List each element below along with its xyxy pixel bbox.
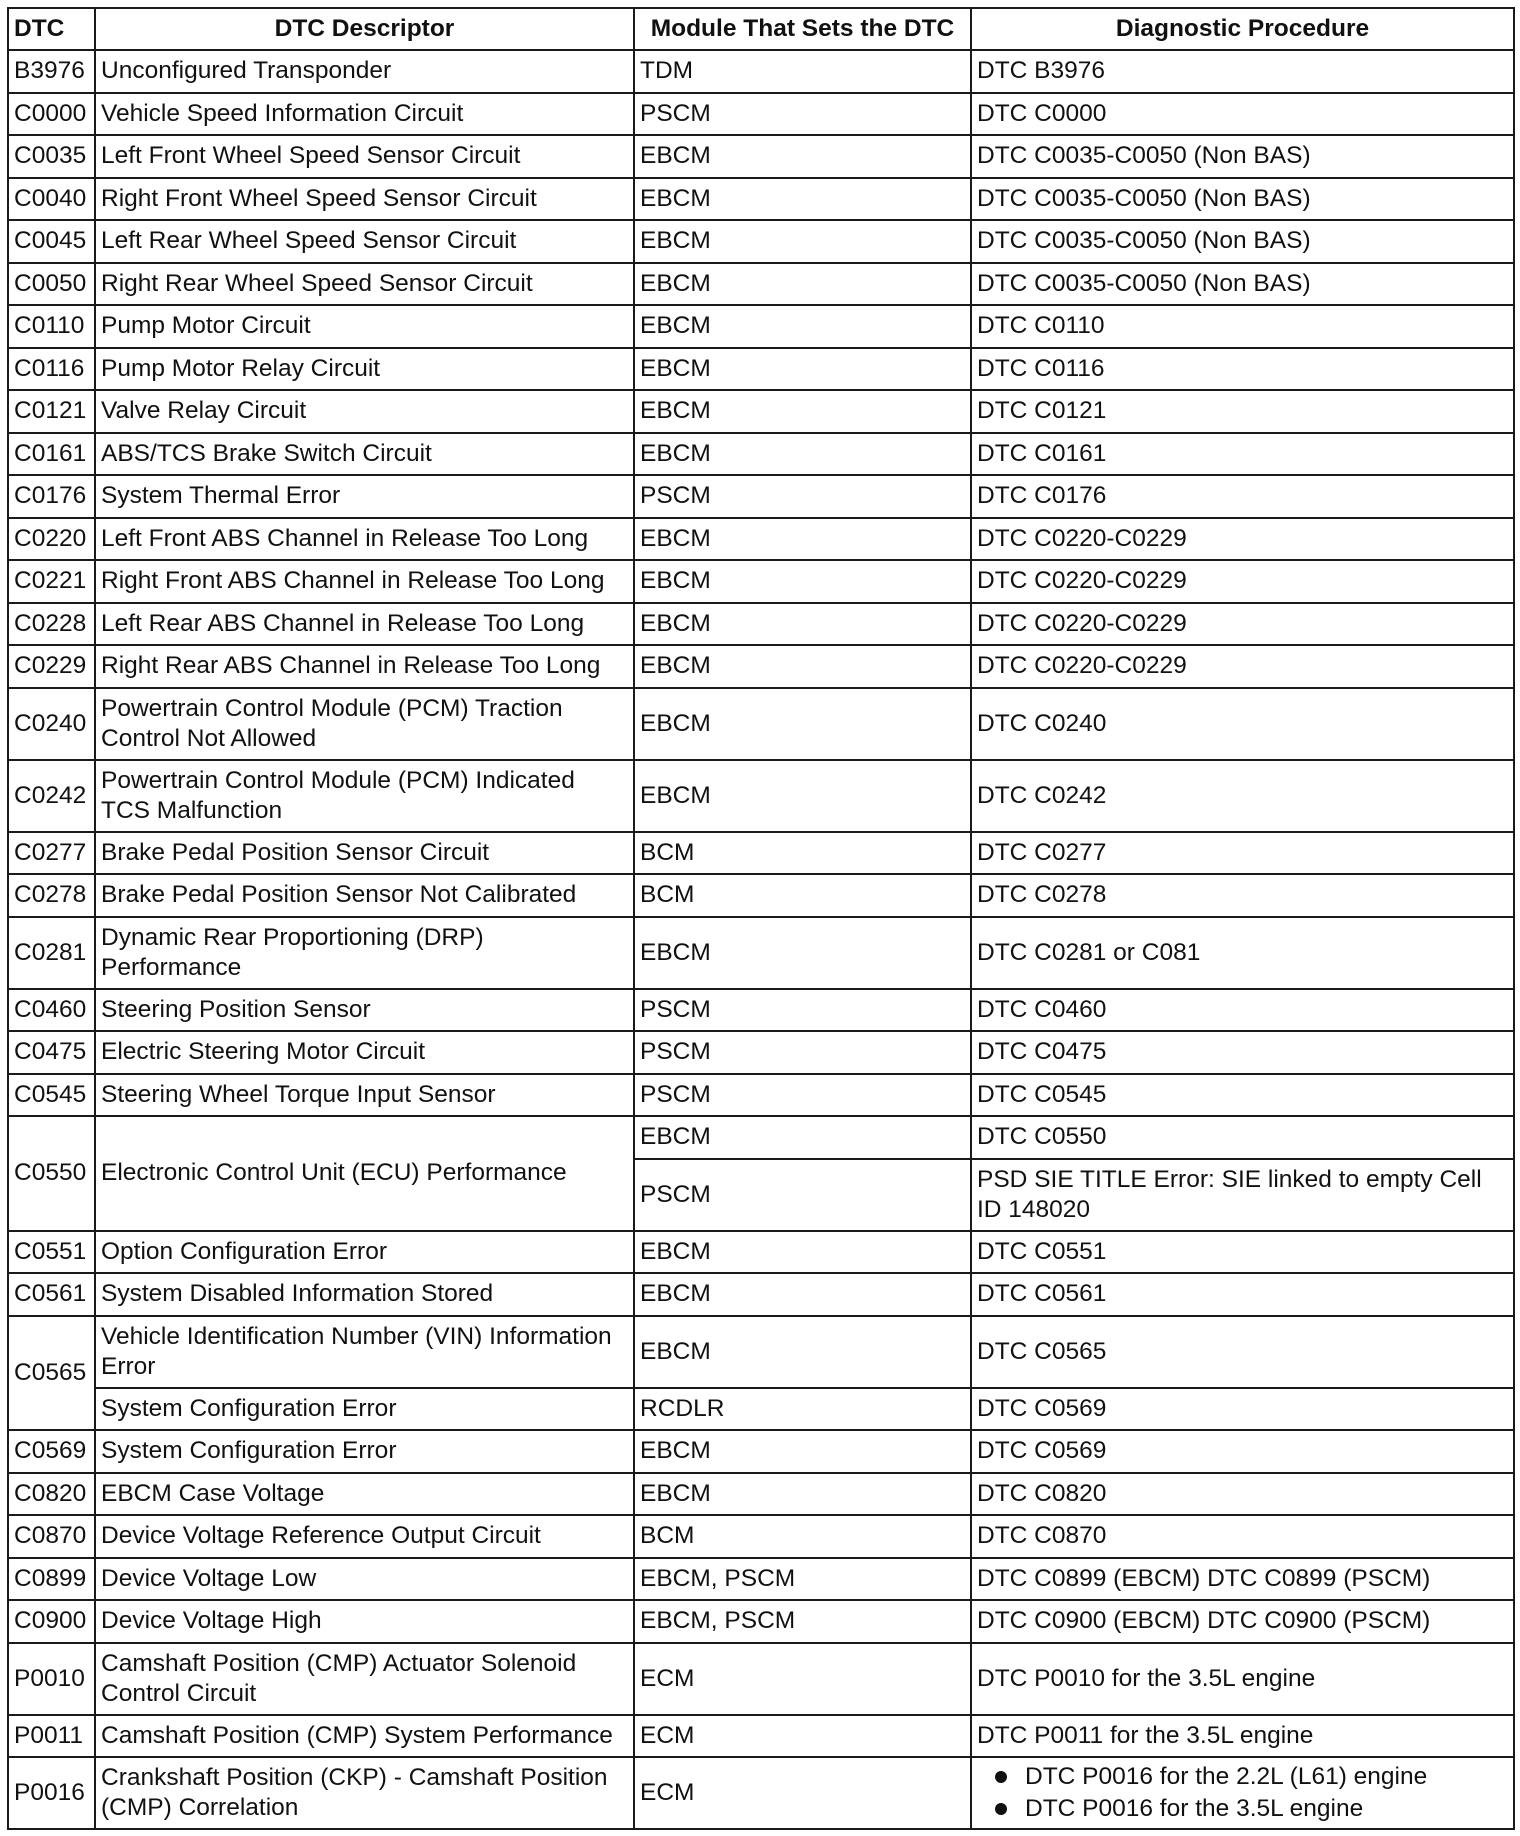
- table-row: [8, 688, 1514, 760]
- diagnostic-procedure: DTC C0475: [971, 1031, 1514, 1074]
- setting-module: EBCM: [634, 518, 971, 561]
- diagnostic-procedure: DTC C0240: [971, 688, 1514, 760]
- diagnostic-procedure: DTC C0569: [971, 1430, 1514, 1473]
- dtc-descriptor: Electronic Control Unit (ECU) Performance: [95, 1116, 634, 1231]
- diagnostic-procedure: DTC C0281 or C081: [971, 917, 1514, 989]
- dtc-descriptor: System Disabled Information Stored: [95, 1273, 634, 1316]
- table-row: [8, 760, 1514, 832]
- list-item: [995, 1761, 1508, 1793]
- dtc-descriptor: Left Rear Wheel Speed Sensor Circuit: [95, 220, 634, 263]
- table-row: [8, 433, 1514, 476]
- dtc-descriptor: Right Front Wheel Speed Sensor Circuit: [95, 178, 634, 221]
- dtc-descriptor: Device Voltage Reference Output Circuit: [95, 1515, 634, 1558]
- table-row: [8, 518, 1514, 561]
- setting-module: EBCM: [634, 917, 971, 989]
- table-row: [8, 178, 1514, 221]
- setting-module: PSCM: [634, 989, 971, 1032]
- dtc-descriptor: Camshaft Position (CMP) System Performance: [95, 1715, 634, 1758]
- dtc-descriptor: Pump Motor Relay Circuit: [95, 348, 634, 391]
- dtc-descriptor: Steering Wheel Torque Input Sensor: [95, 1074, 634, 1117]
- table-row: [8, 93, 1514, 136]
- table-row: [8, 1074, 1514, 1117]
- diagnostic-procedure: DTC C0460: [971, 989, 1514, 1032]
- dtc-code: C0278: [8, 874, 95, 917]
- dtc-descriptor: Dynamic Rear Proportioning (DRP) Performance: [95, 917, 634, 989]
- setting-module: TDM: [634, 50, 971, 93]
- table-row: [8, 989, 1514, 1032]
- dtc-code: C0569: [8, 1430, 95, 1473]
- diagnostic-procedure: DTC P0011 for the 3.5L engine: [971, 1715, 1514, 1758]
- list-item: [995, 1793, 1508, 1825]
- setting-module: EBCM: [634, 135, 971, 178]
- diagnostic-procedure: DTC C0035-C0050 (Non BAS): [971, 263, 1514, 306]
- dtc-code: B3976: [8, 50, 95, 93]
- table-row: [8, 645, 1514, 688]
- diagnostic-procedure: DTC P0010 for the 3.5L engine: [971, 1643, 1514, 1715]
- setting-module: EBCM: [634, 603, 971, 646]
- dtc-table: [7, 7, 1515, 1830]
- table-row: [8, 1388, 1514, 1431]
- dtc-descriptor: System Configuration Error: [95, 1430, 634, 1473]
- dtc-code: C0475: [8, 1031, 95, 1074]
- setting-module: EBCM: [634, 560, 971, 603]
- table-row: [8, 135, 1514, 178]
- table-row: [8, 1473, 1514, 1516]
- table-row: [8, 348, 1514, 391]
- diagnostic-procedure: DTC C0035-C0050 (Non BAS): [971, 135, 1514, 178]
- setting-module: EBCM: [634, 305, 971, 348]
- dtc-descriptor: Brake Pedal Position Sensor Not Calibrated: [95, 874, 634, 917]
- dtc-code: P0010: [8, 1643, 95, 1715]
- diagnostic-procedure: DTC C0116: [971, 348, 1514, 391]
- header-module: Module That Sets the DTC: [634, 8, 971, 50]
- diagnostic-procedure: DTC C0900 (EBCM) DTC C0900 (PSCM): [971, 1600, 1514, 1643]
- setting-module: EBCM: [634, 263, 971, 306]
- setting-module: EBCM: [634, 1273, 971, 1316]
- dtc-code: C0000: [8, 93, 95, 136]
- dtc-descriptor: Steering Position Sensor: [95, 989, 634, 1032]
- setting-module: EBCM: [634, 645, 971, 688]
- diagnostic-procedure: DTC C0565: [971, 1316, 1514, 1388]
- dtc-descriptor: Right Front ABS Channel in Release Too Long: [95, 560, 634, 603]
- dtc-descriptor: Crankshaft Position (CKP) - Camshaft Position (CMP) Correlation: [95, 1757, 634, 1829]
- table-row: [8, 1643, 1514, 1715]
- dtc-descriptor: ABS/TCS Brake Switch Circuit: [95, 433, 634, 476]
- dtc-code: C0277: [8, 832, 95, 875]
- dtc-code: C0899: [8, 1558, 95, 1601]
- diagnostic-procedure: DTC C0899 (EBCM) DTC C0899 (PSCM): [971, 1558, 1514, 1601]
- dtc-descriptor: Option Configuration Error: [95, 1231, 634, 1274]
- header-dtc: DTC: [8, 8, 95, 50]
- bullet-icon: [995, 1803, 1007, 1815]
- diagnostic-procedure: DTC C0161: [971, 433, 1514, 476]
- table-row: [8, 220, 1514, 263]
- table-row: [8, 832, 1514, 875]
- dtc-descriptor: EBCM Case Voltage: [95, 1473, 634, 1516]
- dtc-code: C0221: [8, 560, 95, 603]
- dtc-descriptor: Device Voltage Low: [95, 1558, 634, 1601]
- setting-module: EBCM: [634, 1231, 971, 1274]
- dtc-code: C0121: [8, 390, 95, 433]
- diagnostic-procedure: DTC C0220-C0229: [971, 518, 1514, 561]
- diagnostic-procedure: DTC B3976: [971, 50, 1514, 93]
- dtc-code: C0545: [8, 1074, 95, 1117]
- diagnostic-procedure: DTC C0220-C0229: [971, 560, 1514, 603]
- dtc-code: C0220: [8, 518, 95, 561]
- diagnostic-procedure: DTC C0278: [971, 874, 1514, 917]
- dtc-descriptor: Powertrain Control Module (PCM) Traction Control Not Allowed: [95, 688, 634, 760]
- dtc-code: C0460: [8, 989, 95, 1032]
- table-row: [8, 603, 1514, 646]
- table-row: [8, 305, 1514, 348]
- dtc-code: C0229: [8, 645, 95, 688]
- setting-module: ECM: [634, 1643, 971, 1715]
- dtc-descriptor: Electric Steering Motor Circuit: [95, 1031, 634, 1074]
- diagnostic-procedure: DTC C0220-C0229: [971, 603, 1514, 646]
- dtc-code: C0045: [8, 220, 95, 263]
- setting-module: BCM: [634, 1515, 971, 1558]
- table-body: [8, 50, 1514, 1829]
- table-row: [8, 1515, 1514, 1558]
- dtc-code: C0050: [8, 263, 95, 306]
- setting-module: EBCM: [634, 220, 971, 263]
- table-row: [8, 475, 1514, 518]
- dtc-code: C0161: [8, 433, 95, 476]
- setting-module: PSCM: [634, 1074, 971, 1117]
- dtc-code: C0820: [8, 1473, 95, 1516]
- setting-module: PSCM: [634, 1159, 971, 1231]
- table-row: [8, 390, 1514, 433]
- setting-module: EBCM: [634, 390, 971, 433]
- setting-module: EBCM, PSCM: [634, 1600, 971, 1643]
- setting-module: ECM: [634, 1757, 971, 1829]
- dtc-descriptor: Valve Relay Circuit: [95, 390, 634, 433]
- dtc-code: C0870: [8, 1515, 95, 1558]
- table-row: [8, 1600, 1514, 1643]
- dtc-descriptor: Powertrain Control Module (PCM) Indicated TCS Malfunction: [95, 760, 634, 832]
- diagnostic-procedure: DTC C0870: [971, 1515, 1514, 1558]
- diagnostic-procedure: DTC C0561: [971, 1273, 1514, 1316]
- dtc-descriptor: Right Rear ABS Channel in Release Too Long: [95, 645, 634, 688]
- setting-module: ECM: [634, 1715, 971, 1758]
- table-row: [8, 917, 1514, 989]
- dtc-descriptor: Pump Motor Circuit: [95, 305, 634, 348]
- table-header: [8, 8, 1514, 50]
- setting-module: EBCM: [634, 1316, 971, 1388]
- table-row: [8, 1031, 1514, 1074]
- table-row: [8, 874, 1514, 917]
- dtc-descriptor: Left Front ABS Channel in Release Too Long: [95, 518, 634, 561]
- procedure-list: [977, 1761, 1508, 1825]
- dtc-descriptor: Right Rear Wheel Speed Sensor Circuit: [95, 263, 634, 306]
- dtc-descriptor: Vehicle Speed Information Circuit: [95, 93, 634, 136]
- setting-module: RCDLR: [634, 1388, 971, 1431]
- dtc-descriptor: Camshaft Position (CMP) Actuator Solenoid Control Circuit: [95, 1643, 634, 1715]
- table-row: [8, 1116, 1514, 1159]
- diagnostic-procedure: DTC C0121: [971, 390, 1514, 433]
- diagnostic-procedure: DTC C0035-C0050 (Non BAS): [971, 220, 1514, 263]
- header-procedure: Diagnostic Procedure: [971, 8, 1514, 50]
- setting-module: PSCM: [634, 93, 971, 136]
- dtc-descriptor: System Configuration Error: [95, 1388, 634, 1431]
- setting-module: EBCM: [634, 1473, 971, 1516]
- dtc-table-sheet: [7, 7, 1513, 1830]
- dtc-code: C0116: [8, 348, 95, 391]
- setting-module: BCM: [634, 832, 971, 875]
- table-row: [8, 1231, 1514, 1274]
- dtc-descriptor: Vehicle Identification Number (VIN) Information Error: [95, 1316, 634, 1388]
- setting-module: EBCM, PSCM: [634, 1558, 971, 1601]
- dtc-code: P0011: [8, 1715, 95, 1758]
- diagnostic-procedure: DTC C0569: [971, 1388, 1514, 1431]
- setting-module: PSCM: [634, 475, 971, 518]
- setting-module: EBCM: [634, 1116, 971, 1159]
- diagnostic-procedure: DTC C0110: [971, 305, 1514, 348]
- setting-module: EBCM: [634, 433, 971, 476]
- setting-module: PSCM: [634, 1031, 971, 1074]
- diagnostic-procedure: DTC C0820: [971, 1473, 1514, 1516]
- table-row: [8, 1558, 1514, 1601]
- diagnostic-procedure: DTC C0545: [971, 1074, 1514, 1117]
- dtc-code: C0040: [8, 178, 95, 221]
- dtc-descriptor: Unconfigured Transponder: [95, 50, 634, 93]
- setting-module: EBCM: [634, 760, 971, 832]
- dtc-code: C0240: [8, 688, 95, 760]
- header-row: [8, 8, 1514, 50]
- dtc-code: C0035: [8, 135, 95, 178]
- dtc-code: C0281: [8, 917, 95, 989]
- setting-module: EBCM: [634, 178, 971, 221]
- table-row: [8, 1273, 1514, 1316]
- dtc-code: C0176: [8, 475, 95, 518]
- dtc-code: C0110: [8, 305, 95, 348]
- diagnostic-procedure: DTC C0000: [971, 93, 1514, 136]
- setting-module: BCM: [634, 874, 971, 917]
- diagnostic-procedure: DTC C0277: [971, 832, 1514, 875]
- diagnostic-procedure: [971, 1757, 1514, 1829]
- table-row: [8, 1316, 1514, 1388]
- diagnostic-procedure: DTC C0035-C0050 (Non BAS): [971, 178, 1514, 221]
- procedure-text: DTC P0016 for the 3.5L engine: [1025, 1795, 1364, 1822]
- dtc-descriptor: Brake Pedal Position Sensor Circuit: [95, 832, 634, 875]
- diagnostic-procedure: DTC C0550: [971, 1116, 1514, 1159]
- table-row: [8, 1715, 1514, 1758]
- diagnostic-procedure: DTC C0242: [971, 760, 1514, 832]
- dtc-descriptor: Device Voltage High: [95, 1600, 634, 1643]
- diagnostic-procedure: DTC C0220-C0229: [971, 645, 1514, 688]
- table-row: [8, 560, 1514, 603]
- dtc-code: C0565: [8, 1316, 95, 1431]
- dtc-code: P0016: [8, 1757, 95, 1829]
- dtc-code: C0900: [8, 1600, 95, 1643]
- dtc-descriptor: System Thermal Error: [95, 475, 634, 518]
- setting-module: EBCM: [634, 688, 971, 760]
- dtc-code: C0228: [8, 603, 95, 646]
- table-row: [8, 263, 1514, 306]
- dtc-descriptor: Left Front Wheel Speed Sensor Circuit: [95, 135, 634, 178]
- dtc-descriptor: Left Rear ABS Channel in Release Too Long: [95, 603, 634, 646]
- table-row: [8, 1757, 1514, 1829]
- procedure-text: DTC P0016 for the 2.2L (L61) engine: [1025, 1763, 1428, 1790]
- dtc-code: C0561: [8, 1273, 95, 1316]
- dtc-code: C0550: [8, 1116, 95, 1231]
- bullet-icon: [995, 1771, 1007, 1783]
- diagnostic-procedure: DTC C0176: [971, 475, 1514, 518]
- header-descriptor: DTC Descriptor: [95, 8, 634, 50]
- diagnostic-procedure: DTC C0551: [971, 1231, 1514, 1274]
- dtc-code: C0242: [8, 760, 95, 832]
- setting-module: EBCM: [634, 1430, 971, 1473]
- table-row: [8, 1430, 1514, 1473]
- diagnostic-procedure: PSD SIE TITLE Error: SIE linked to empty Cell ID 148020: [971, 1159, 1514, 1231]
- dtc-code: C0551: [8, 1231, 95, 1274]
- table-row: [8, 50, 1514, 93]
- setting-module: EBCM: [634, 348, 971, 391]
